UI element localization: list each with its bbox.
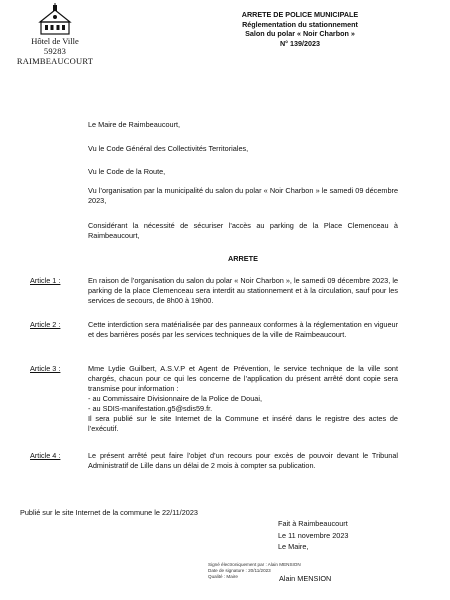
- header-subtitle: Réglementation du stationnement: [242, 19, 358, 29]
- town-hall-emblem-icon: [38, 2, 72, 36]
- article-2-text: Cette interdiction sera matérialisée par des panneaux conformes à la réglementation en vigueur et des barrières posés par les services techniques de la ville de Raimbeaucourt.: [88, 320, 398, 339]
- document-header: [205, 10, 395, 48]
- mayor-name: Alain MENSION: [279, 574, 332, 583]
- logo-line-2: 59283 RAIMBEAUCOURT: [16, 46, 94, 66]
- signature-date: Le 11 novembre 2023: [278, 531, 349, 540]
- signature-role: Le Maire,: [278, 542, 309, 551]
- preamble-cgct: Vu le Code Général des Collectivités Territoriales,: [88, 144, 249, 153]
- signature-place: Fait à Raimbeaucourt: [278, 519, 348, 528]
- article-3-text: Mme Lydie Guilbert, A.S.V.P et Agent de Prévention, le service technique de la ville sont chargés, chacun pour ce qui les concerne de l’application du présent arrêté dont copie sera transmise pour information :: [88, 364, 398, 393]
- article-3-list-item: - au Commissaire Divisionnaire de la Police de Douai,: [88, 394, 262, 403]
- article-4-text: Le présent arrêté peut faire l’objet d’un recours pour excès de pouvoir devant le Tribunal Administratif de Lille dans un délai de 2 mois à compter sa publication.: [88, 451, 398, 470]
- article-4-label: Article 4 :: [30, 451, 61, 460]
- logo-line-1: Hôtel de Ville: [31, 36, 79, 46]
- header-number: N° 139/2023: [279, 38, 321, 48]
- preamble-mayor: Le Maire de Raimbeaucourt,: [88, 120, 181, 129]
- header-event: Salon du polar « Noir Charbon »: [245, 29, 355, 39]
- e-signature-quality: Qualité : Maire: [208, 574, 238, 579]
- preamble-organisation: Vu l’organisation par la municipalité du salon du polar « Noir Charbon » le samedi 09 décembre 2023,: [88, 186, 398, 205]
- e-signature-date: Date de signature : 20/11/2023: [208, 568, 271, 573]
- article-1-text: En raison de l’organisation du salon du polar « Noir Charbon », le samedi 09 décembre 2023, le parking de la place Clemenceau sera interdit au stationnement et à la circulation, sauf pour les services de secours, de 8h00 à 19h00.: [88, 276, 398, 305]
- preamble-considerant: Considérant la nécessité de sécuriser l’accès au parking de la Place Clemenceau à Raimbeaucourt,: [88, 221, 398, 240]
- preamble-code-route: Vu le Code de la Route,: [88, 167, 166, 176]
- header-title: ARRETE DE POLICE MUNICIPALE: [241, 10, 359, 19]
- town-logo: [10, 2, 100, 66]
- e-signature-signer: Signé électroniquement par : Alain MENSION: [208, 562, 301, 567]
- article-1-label: Article 1 :: [30, 276, 61, 285]
- article-3-label: Article 3 :: [30, 364, 61, 373]
- article-3-publication-text: Il sera publié sur le site Internet de la Commune et inséré dans le registre des actes de l’exécutif.: [88, 414, 398, 433]
- arrete-title: ARRETE: [228, 254, 258, 263]
- publication-notice: Publié sur le site Internet de la commune le 22/11/2023: [20, 508, 198, 517]
- article-2-label: Article 2 :: [30, 320, 61, 329]
- article-3-list-item: - au SDIS-manifestation.g5@sdis59.fr.: [88, 404, 213, 413]
